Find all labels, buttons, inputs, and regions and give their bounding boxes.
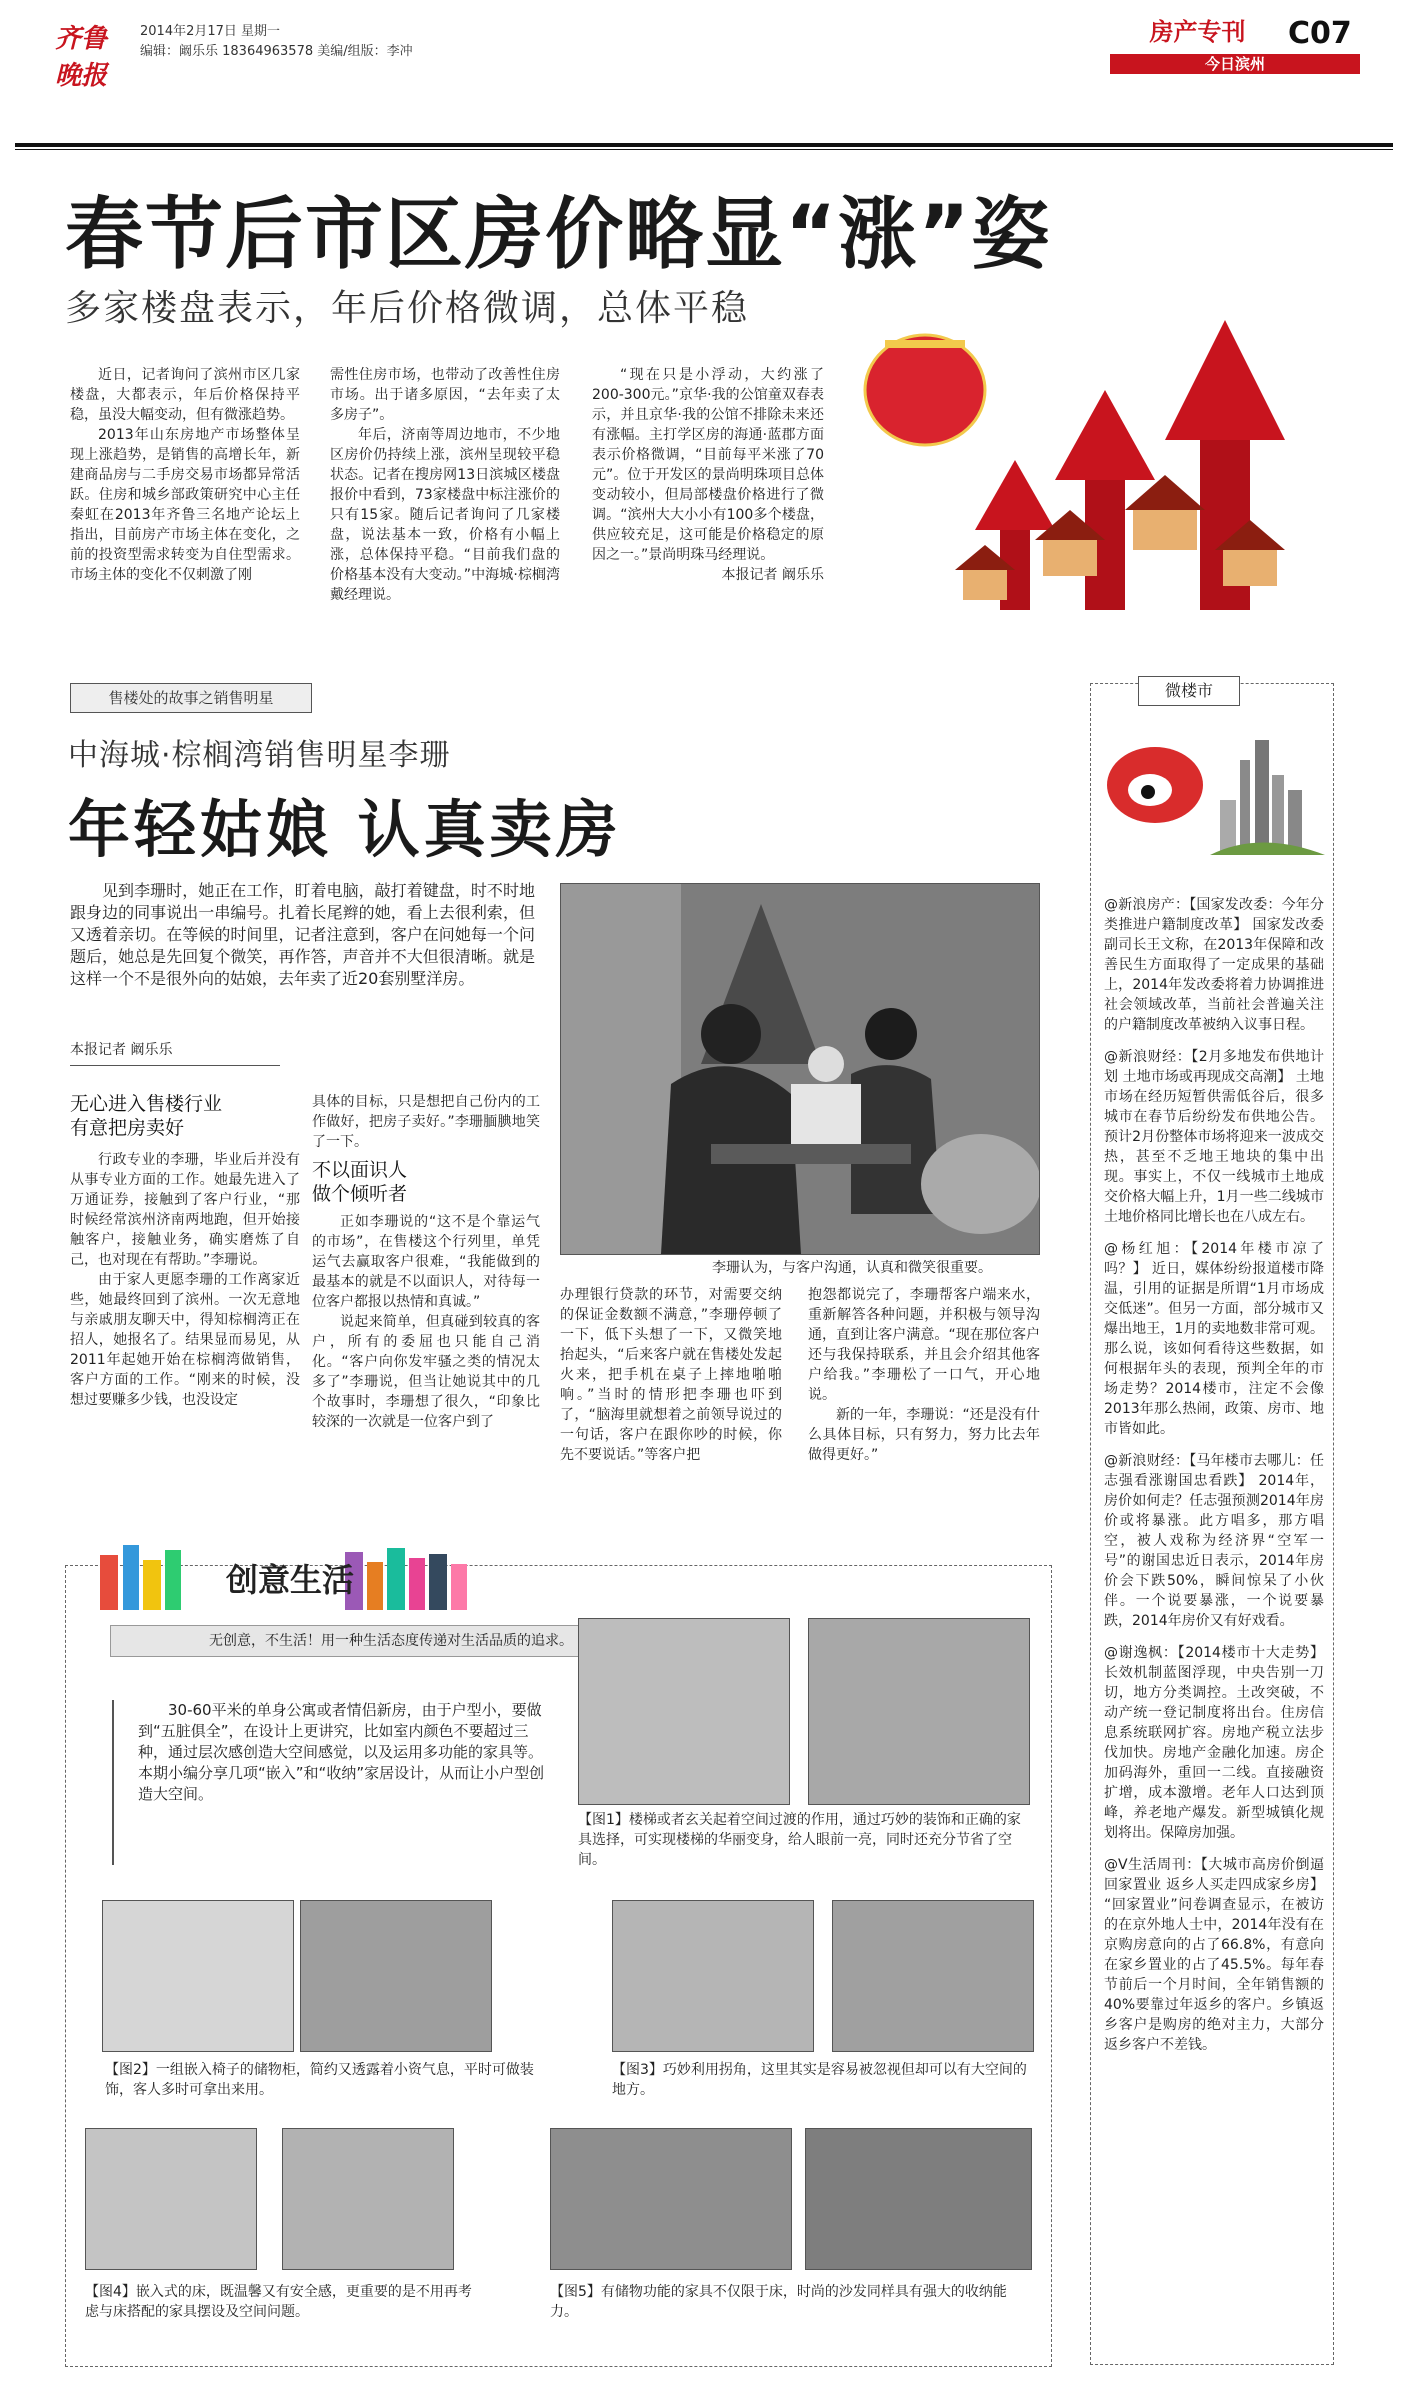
creative-cap-3: 【图3】巧妙利用拐角，这里其实是容易被忽视但却可以有大空间的地方。 [612, 2062, 1027, 2098]
newspaper-logo: 齐鲁晚报 [55, 24, 108, 91]
lead-col-2-p2: 年后，济南等周边地市，不少地区房价仍持续上涨，滨州呈现较平稳状态。记者在搜房网13日滨城区楼盘报价中看到，73家楼盘中标注涨价的只有15家。随后记者询问了几家楼盘，说法基本一致，价格有小幅上涨，总体保持平稳。“目前我们盘的价格基本没有大变动。”中海城·棕榈湾戴经理说。 [330, 427, 560, 603]
creative-intro: 30-60平米的单身公寓或者情侣新房，由于户型小，要做到“五脏俱全”，在设计上更讲究，比如室内颜色不要超过三种，通过层次感创造大空间感觉，以及运用多功能的家具等。本期小编分享几项“嵌入”和“收纳”家居设计，从而让小户型创造大空间。 [112, 1700, 548, 1865]
story-lead: 见到李珊时，她正在工作，盯着电脑，敲打着键盘，时不时地跟身边的同事说出一串编号。扎着长尾辫的她，看上去很利索，但又透着亲切。在等候的时间里，记者注意到，客户在问她每一个问题后，她总是先回复个微笑，再作答，声音并不大但很清晰。就是这样一个不是很外向的姑娘，去年卖了近20套别墅洋房。 [70, 881, 535, 988]
rising-house-illustration [855, 280, 1335, 620]
story-col-2a: 具体的目标，只是想把自己份内的工作做好，把房子卖好。”李珊腼腆地笑了一下。 [312, 1094, 540, 1150]
weibo-item: @新浪房产：【国家发改委：今年分类推进户籍制度改革】 国家发改委副司长王文称，在2013年保障和改善民生方面取得了一定成果的基础上，2014年发改委将着力协调推进社会领域改革，当前社会普遍关注的户籍制度改革被纳入议事日程。 [1104, 897, 1324, 1033]
photo-stairs-1 [578, 1618, 790, 1805]
creative-banner: 创意生活 [225, 1561, 354, 1599]
lead-headline: 春节后市区房价略显“涨”姿 [65, 190, 1052, 280]
weibo-tag: 微楼市 [1138, 676, 1240, 706]
story-photo-caption: 李珊认为，与客户沟通，认真和微笑很重要。 [712, 1260, 992, 1276]
section-name: 房产专刊 [1149, 18, 1246, 46]
story-sub-1: 无心进入售楼行业 有意把房卖好 [70, 1093, 223, 1139]
lead-col-3 [592, 365, 824, 585]
story-col-3 [560, 1285, 782, 1465]
pencil-icon [100, 1555, 118, 1610]
story-col-4-p2: 新的一年，李珊说：“还是没有什么具体目标，只有努力，努力比去年做得更好。” [808, 1407, 1040, 1463]
photo-chair-cabinet-2 [300, 1900, 492, 2052]
story-photo [560, 883, 1040, 1255]
weibo-header-art [1100, 720, 1330, 870]
lead-col-1-p1: 近日，记者询问了滨州市区几家楼盘，大都表示，年后价格保持平稳，虽没大幅变动，但有微涨趋势。 [70, 367, 300, 423]
lead-col-1 [70, 365, 300, 585]
creative-tagline: 无创意，不生活！用一种生活态度传递对生活品质的追求。 [110, 1625, 672, 1657]
byline-rule [70, 1065, 280, 1066]
editor-line: 编辑：阚乐乐 18364963578 美编/组版：李冲 [140, 44, 413, 59]
story-col-2-p1: 正如李珊说的“这不是个靠运气的市场”，在售楼这个行列里，单凭运气去赢取客户很难，“我能做到的最基本的就是不以面识人，对待每一位客户都报以热情和真诚。” [312, 1214, 540, 1310]
story-byline: 本报记者 阚乐乐 [70, 1042, 173, 1058]
story-col-1-p1: 行政专业的李珊，毕业后并没有从事专业方面的工作。她最先进入了万通证券，接触到了客户行业，“那时候经常滨州济南两地跑，但开始接触客户，接触业务，确实磨炼了自己，也对现在有帮助。”李珊说。 [70, 1152, 300, 1268]
photo-sofa-1 [550, 2128, 792, 2270]
creative-cap-2: 【图2】一组嵌入椅子的储物柜，简约又透露着小资气息，平时可做装饰，客人多时可拿出来用。 [105, 2062, 534, 2098]
photo-corner-2 [832, 1900, 1034, 2052]
page-number: C07 [1288, 16, 1352, 51]
story-col-2-p2: 说起来简单，但真碰到较真的客户，所有的委屈也只能自己消化。“客户向你发牢骚之类的情况太多了”李珊说，但当让她说其中的几个故事时，李珊想了很久，“印象比较深的一次就是一位客户到了 [312, 1314, 540, 1430]
weibo-item: @杨红旭：【2014年楼市凉了吗？】 近日，媒体纷纷报道楼市降温，引用的证据是所谓“1月市场成交低迷”。但另一方面，部分城市又爆出地王，1月的卖地数非常可观。那么说，该如何看待这些数据，如何根据年头的表现，预判全年的市场走势？2014楼市，注定不会像2013年那么热闹，政策、房市、地市皆如此。 [1104, 1241, 1324, 1437]
lead-byline: 本报记者 阚乐乐 [721, 567, 824, 583]
weibo-item: @新浪财经：【2月多地发布供地计划 土地市场或再现成交高潮】 土地市场在经历短暂供需低谷后，很多城市在春节后纷纷发布供地公告。预计2月份整体市场将迎来一波成交热，甚至不乏地王地块的集中出现。事实上，不仅一线城市土地成交价格大幅上升，1月一些二线城市土地价格同比增长也在八成左右。 [1104, 1049, 1324, 1225]
story-col-4-p1: 抱怨都说完了，李珊帮客户端来水，重新解答各种问题，并积极与领导沟通，直到让客户满意。“现在那位客户还与我保持联系，并且会介绍其他客户给我。”李珊松了一口气，开心地说。 [808, 1287, 1040, 1403]
photo-chair-cabinet-1 [102, 1900, 294, 2052]
story-title: 年轻姑娘 认真卖房 [68, 793, 622, 866]
weibo-item: @新浪财经：【马年楼市去哪儿：任志强看涨谢国忠看跌】 2014年，房价如何走？任志强预测2014年房价或将暴涨。此方唱多，那方唱空，被人戏称为经济界“空军一号”的谢国忠近日表示，2014年房价会下跌50%，瞬间惊呆了小伙伴。一个说要暴涨，一个说要暴跌，2014年房价又有好戏看。 [1104, 1453, 1324, 1629]
creative-cap-5: 【图5】有储物功能的家具不仅限于床，时尚的沙发同样具有强大的收纳能力。 [550, 2284, 1007, 2320]
date-line: 2014年2月17日 星期一 [140, 24, 281, 39]
story-overline: 中海城·棕榈湾销售明星李珊 [68, 738, 451, 773]
weibo-item: @谢逸枫：【2014楼市十大走势】 长效机制蓝图浮现，中央告别一刀切，地方分类调控。土改突破，不动产统一登记制度将出台。住房信息系统联网扩容。房地产税立法步伐加快。房地产金融化加速。房企加码海外，重回一二线。直接融资扩增，成本激增。老年人口达到顶峰，养老地产爆发。新型城镇化规划将出。保障房加强。 [1104, 1645, 1324, 1841]
creative-cap-1: 【图1】楼梯或者玄关起着空间过渡的作用，通过巧妙的装饰和正确的家具选择，可实现楼梯的华丽变身，给人眼前一亮，同时还充分节省了空间。 [578, 1812, 1021, 1868]
photo-corner-1 [612, 1900, 814, 2052]
header-rule [15, 143, 1393, 147]
photo-bed-2 [282, 2128, 454, 2270]
section-tag [1110, 16, 1352, 73]
photo-bed-1 [85, 2128, 257, 2270]
weibo-items [1104, 895, 1324, 2067]
lead-col-2-p1: 需性住房市场，也带动了改善性住房市场。出于诸多原因，“去年卖了太多房子”。 [330, 367, 560, 423]
lead-col-3-p1: “现在只是小浮动，大约涨了200-300元。”京华·我的公馆童双春表示，并且京华·我的公馆不排除未来还有涨幅。主打学区房的海通·蓝郡方面表示价格微调，“目前每平米涨了70元”。位于开发区的景尚明珠项目总体变动较小，但局部楼盘价格进行了微调。“滨州大大小小有100多个楼盘，供应较充足，这可能是价格稳定的原因之一。”景尚明珠马经理说。 [592, 367, 824, 563]
lead-subhead: 多家楼盘表示，年后价格微调，总体平稳 [65, 288, 750, 329]
story-kicker: 售楼处的故事之销售明星 [70, 683, 312, 713]
creative-cap-4: 【图4】嵌入式的床，既温馨又有安全感，更重要的是不用再考虑与床搭配的家具摆设及空间问题。 [85, 2284, 472, 2320]
edition-name: 今日滨州 [1110, 54, 1360, 74]
story-col-1-p2: 由于家人更愿李珊的工作离家近些，她最终回到了滨州。一次无意地与亲戚朋友聊天中，得知棕榈湾正在招人，她报名了。结果显而易见，从2011年起她开始在棕榈湾做销售，客户方面的工作。“刚来的时候，没想过要赚多少钱，也没设定 [70, 1272, 300, 1408]
story-sub-2: 不以面识人 做个倾听者 [312, 1159, 408, 1205]
photo-illustration [561, 884, 1039, 1254]
story-col-2 [312, 1092, 540, 1432]
story-col-3-p1: 办理银行贷款的环节，对需要交纳的保证金数额不满意，”李珊停顿了一下，低下头想了一下，又微笑地抬起头，“后来客户就在售楼处发起火来，把手机在桌子上摔地啪啪响。”当时的情形把李珊也吓到了，“脑海里就想着之前领导说过的一句话，客户在跟你吵的时候，你先不要说话。”等客户把 [560, 1287, 782, 1463]
story-col-4 [808, 1285, 1040, 1465]
photo-sofa-2 [805, 2128, 1032, 2270]
lead-col-1-p2: 2013年山东房地产市场整体呈现上涨趋势，是销售的高增长年，新建商品房与二手房交易市场都异常活跃。住房和城乡部政策研究中心主任秦虹在2013年齐鲁三名地产论坛上指出，目前房产市场主体在变化，之前的投资型需求转变为自住型需求。市场主体的变化不仅刺激了刚 [70, 427, 300, 583]
weibo-item: @V生活周刊：【大城市高房价倒逼回家置业 返乡人买走四成家乡房】 “回家置业”问卷调查显示，在被访的在京外地人士中，2014年没有在京购房意向的占了66.8%，有意向在家乡置业的占了45.5%。每年春节前后一个月时间，全年销售额的40%要靠过年返乡的客户。乡镇返乡客户是购房的绝对主力，大部分返乡客户不差钱。 [1104, 1857, 1324, 2053]
lead-col-2 [330, 365, 560, 605]
story-col-1 [70, 1150, 300, 1410]
header-rule-thin [15, 149, 1393, 150]
photo-stairs-2 [808, 1618, 1030, 1805]
